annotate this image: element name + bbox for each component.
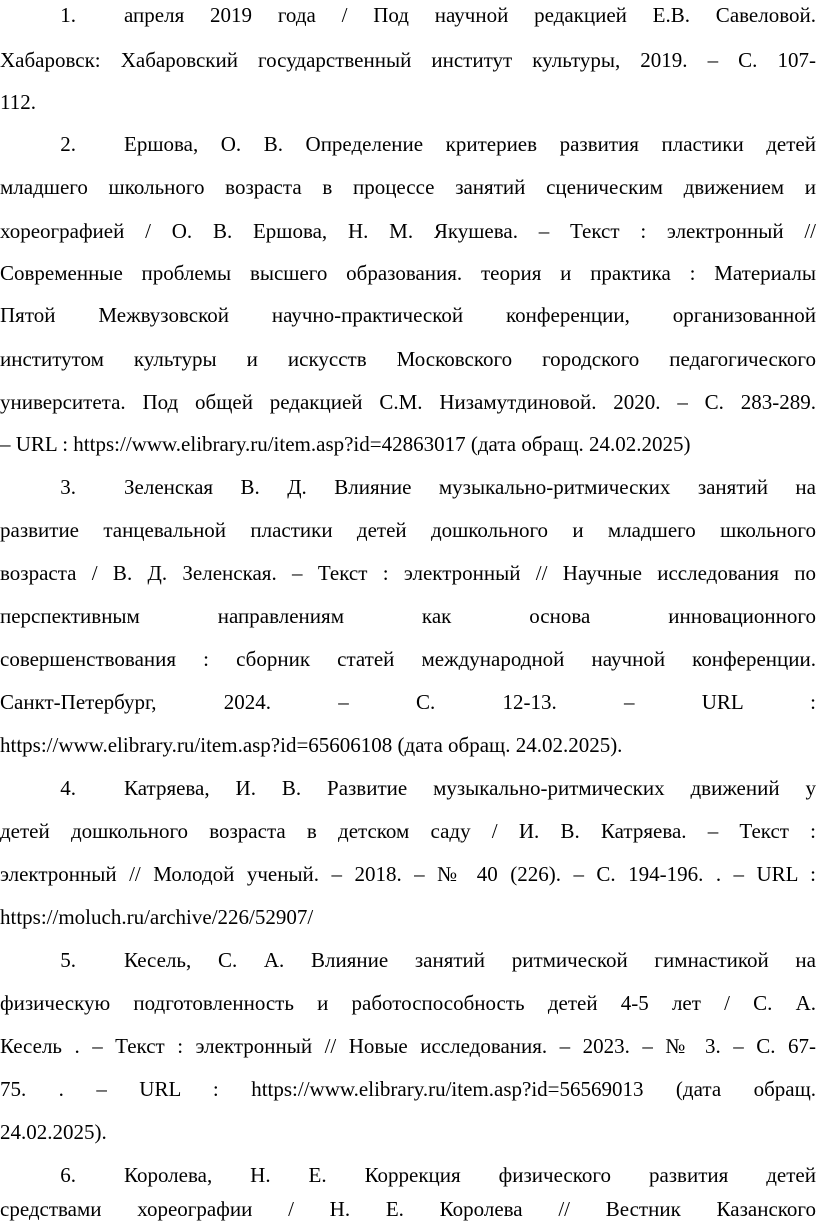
reference-line: средствами хореографии / Н. Е. Королева // Вестник Казанского	[0, 1197, 816, 1221]
reference-line: https://moluch.ru/archive/226/52907/	[0, 905, 314, 929]
reference-3-first-line	[0, 472, 816, 502]
reference-line: развитие танцевальной пластики детей дошкольного и младшего школьного	[0, 518, 816, 542]
reference-line: детей дошкольного возраста в детском саду / И. В. Катряева. – Текст :	[0, 819, 816, 843]
reference-number: 2.	[60, 132, 76, 156]
reference-5-first-line	[0, 945, 816, 975]
reference-line: физическую подготовленность и работоспособность детей 4-5 лет / С. А.	[0, 991, 816, 1015]
reference-6-first-line	[0, 1160, 816, 1190]
reference-line: https://www.elibrary.ru/item.asp?id=65606108 (дата обращ. 24.02.2025).	[0, 733, 623, 757]
reference-text: Катряева, И. В. Развитие музыкально-ритмических движений у	[124, 776, 816, 800]
reference-line: 112.	[0, 90, 36, 114]
reference-line: Кесель . – Текст : электронный // Новые исследования. – 2023. – № 3. – С. 67-	[0, 1034, 816, 1058]
reference-line: перспективным направлениям как основа инновационного	[0, 604, 816, 628]
reference-line: Пятой Межвузовской научно-практической конференции, организованной	[0, 303, 816, 327]
reference-number: 1.	[60, 3, 76, 27]
reference-line: Санкт-Петербург, 2024. – С. 12-13. – URL :	[0, 690, 816, 714]
reference-2-first-line	[0, 129, 816, 159]
reference-line: младшего школьного возраста в процессе занятий сценическим движением и	[0, 175, 816, 199]
reference-text: апреля 2019 года / Под научной редакцией Е.В. Савеловой.	[124, 3, 816, 27]
reference-line: университета. Под общей редакцией С.М. Низамутдиновой. 2020. – С. 283-289.	[0, 390, 816, 414]
reference-1-first-line	[0, 0, 816, 30]
reference-4-first-line	[0, 773, 816, 803]
reference-text: Ершова, О. В. Определение критериев развития пластики детей	[124, 132, 816, 156]
reference-line: институтом культуры и искусств Московского городского педагогического	[0, 347, 816, 371]
reference-line: возраста / В. Д. Зеленская. – Текст : электронный // Научные исследования по	[0, 561, 816, 585]
reference-text: Королева, Н. Е. Коррекция физического развития детей	[124, 1163, 816, 1187]
reference-number: 4.	[60, 776, 76, 800]
reference-line: 24.02.2025).	[0, 1120, 107, 1144]
reference-number: 3.	[60, 475, 76, 499]
reference-text: Зеленская В. Д. Влияние музыкально-ритмических занятий на	[124, 475, 816, 499]
reference-line: Хабаровск: Хабаровский государственный институт культуры, 2019. – С. 107-	[0, 48, 816, 72]
reference-number: 6.	[60, 1163, 76, 1187]
reference-line: хореографией / О. В. Ершова, Н. М. Якушева. – Текст : электронный //	[0, 219, 816, 243]
reference-number: 5.	[60, 948, 76, 972]
reference-line: 75. . – URL : https://www.elibrary.ru/item.asp?id=56569013 (дата обращ.	[0, 1077, 816, 1101]
reference-line: электронный // Молодой ученый. – 2018. – № 40 (226). – С. 194-196. . – URL :	[0, 862, 816, 886]
reference-line: совершенствования : сборник статей международной научной конференции.	[0, 647, 816, 671]
reference-line: – URL : https://www.elibrary.ru/item.asp?id=42863017 (дата обращ. 24.02.2025)	[0, 432, 691, 456]
reference-text: Кесель, С. А. Влияние занятий ритмической гимнастикой на	[124, 948, 816, 972]
reference-line: Современные проблемы высшего образования. теория и практика : Материалы	[0, 261, 816, 285]
